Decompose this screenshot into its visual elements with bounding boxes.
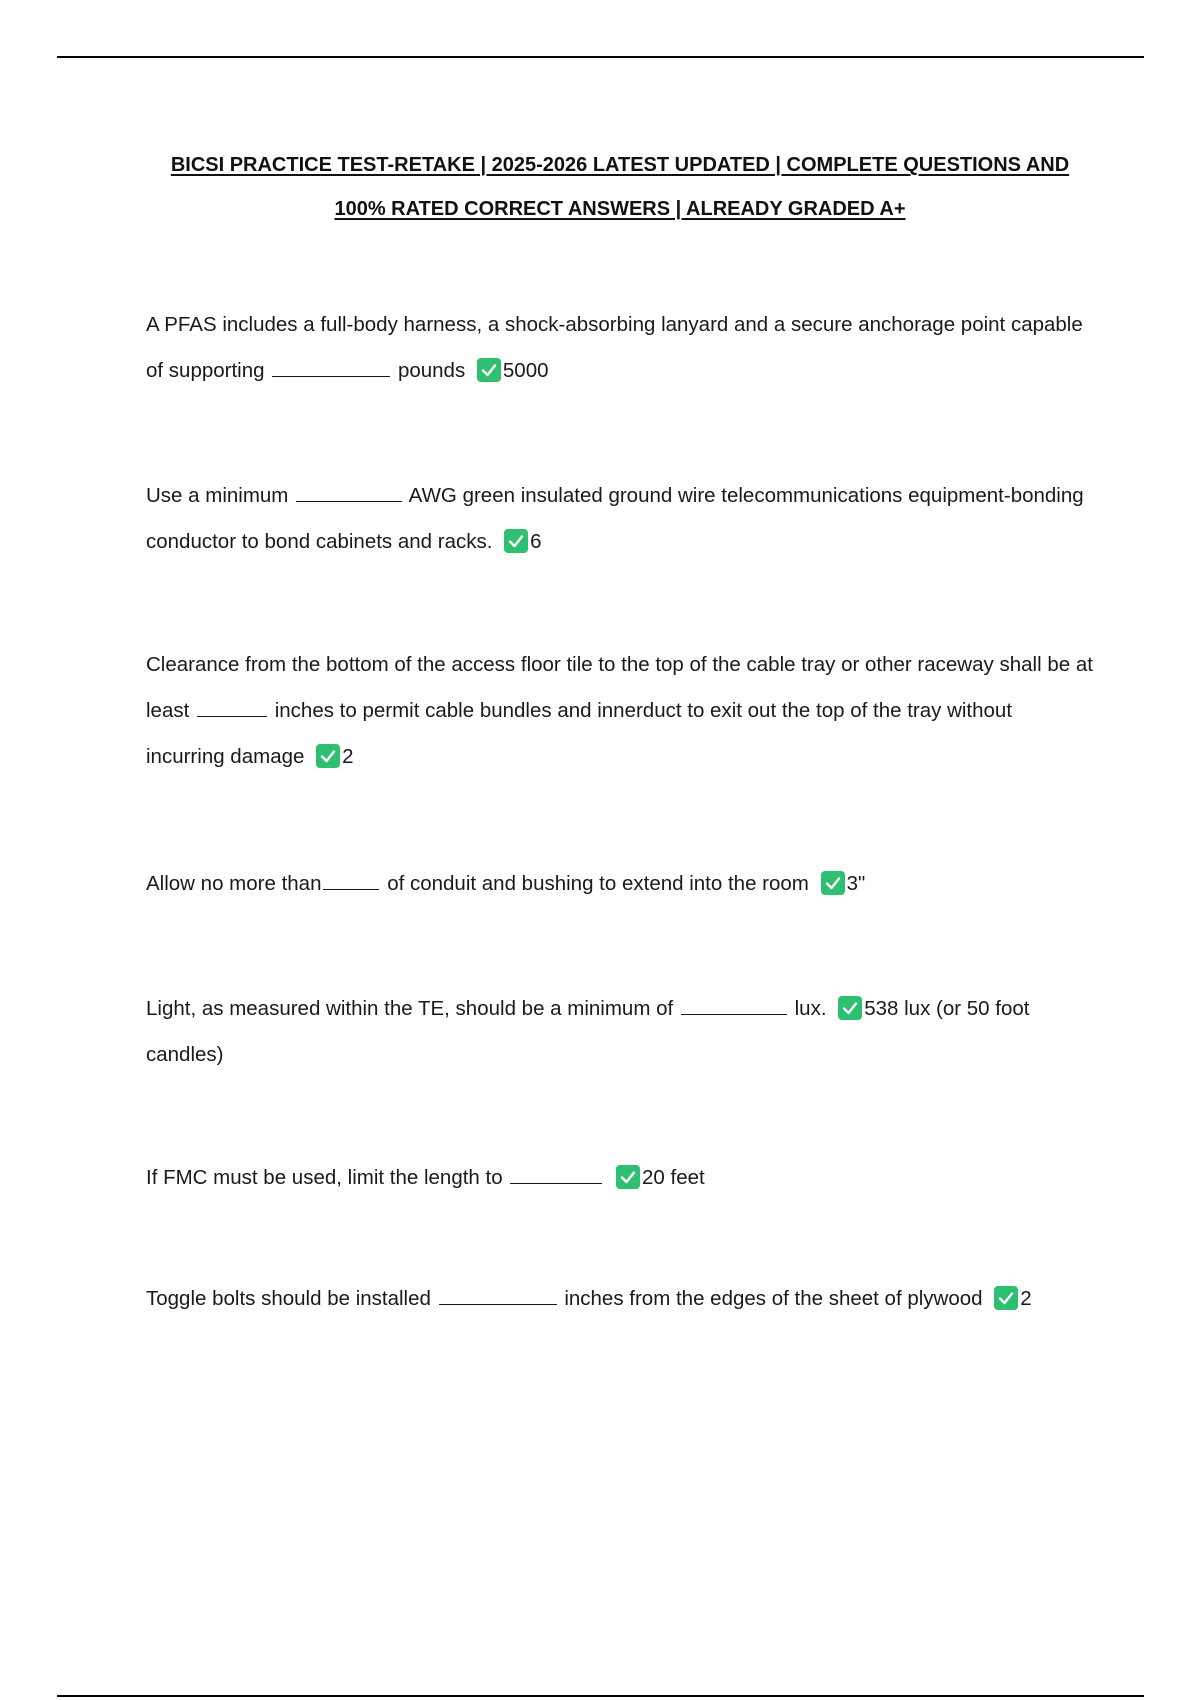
- question-5-blank: [681, 994, 787, 1015]
- question-5: [146, 986, 1096, 1078]
- question-2: [146, 473, 1096, 565]
- question-4-text-after: of conduit and bushing to extend into the room: [387, 872, 809, 895]
- question-2-text-after: AWG green insulated ground wire telecommunications equipment-bonding conductor to bond cabinets and racks.: [146, 484, 1084, 553]
- question-7-text-before: Toggle bolts should be installed: [146, 1287, 431, 1310]
- question-2-answer: 6: [530, 530, 542, 553]
- question-4-text-before: Allow no more than: [146, 872, 322, 895]
- check-mark-icon: [504, 529, 528, 553]
- question-3-text-after: inches to permit cable bundles and innerduct to exit out the top of the tray without incurring damage: [146, 699, 1013, 768]
- title-line-1: BICSI PRACTICE TEST-RETAKE | 2025-2026 LATEST UPDATED | COMPLETE QUESTIONS AND: [170, 154, 1070, 176]
- question-4: [146, 861, 1096, 907]
- question-7: [146, 1276, 1096, 1322]
- question-6-text-before: If FMC must be used, limit the length to: [146, 1166, 503, 1189]
- question-1: [146, 302, 1096, 394]
- question-1-answer: 5000: [502, 359, 549, 382]
- question-6-blank: [510, 1163, 602, 1184]
- question-7-text-after: inches from the edges of the sheet of plywood: [564, 1287, 983, 1310]
- question-3-blank: [197, 696, 267, 717]
- footer-rule: [57, 1695, 1144, 1697]
- question-6-answer: 20 feet: [642, 1166, 705, 1189]
- check-mark-icon: [821, 871, 845, 895]
- check-mark-icon: [616, 1165, 640, 1189]
- check-mark-icon: [316, 744, 340, 768]
- question-6: [146, 1155, 1096, 1201]
- question-7-answer: 2: [1020, 1287, 1032, 1310]
- question-2-text-before: Use a minimum: [146, 484, 289, 507]
- header-rule: [57, 56, 1144, 58]
- question-3-answer: 2: [342, 745, 354, 768]
- check-mark-icon: [477, 358, 501, 382]
- question-3-text-before: Clearance from the bottom of the access floor tile to the top of the cable tray or other raceway shall be at least: [146, 653, 1093, 722]
- question-4-blank: [323, 869, 379, 890]
- question-2-blank: [296, 481, 402, 502]
- question-1-text-after: pounds: [397, 359, 466, 382]
- check-mark-icon: [994, 1286, 1018, 1310]
- question-4-answer: 3": [846, 872, 866, 895]
- check-mark-icon: [838, 996, 862, 1020]
- document-title: [100, 143, 1140, 231]
- question-3: [146, 642, 1096, 780]
- question-5-answer: 538 lux (or 50 foot candles): [146, 997, 1030, 1066]
- title-line-2: 100% RATED CORRECT ANSWERS | ALREADY GRADED A+: [334, 198, 906, 220]
- question-5-text-after: lux.: [794, 997, 827, 1020]
- question-1-blank: [272, 356, 390, 377]
- question-5-text-before: Light, as measured within the TE, should be a minimum of: [146, 997, 674, 1020]
- question-1-text-before: A PFAS includes a full-body harness, a shock-absorbing lanyard and a secure anchorage point capable of supporting: [146, 313, 1083, 382]
- question-7-blank: [439, 1284, 557, 1305]
